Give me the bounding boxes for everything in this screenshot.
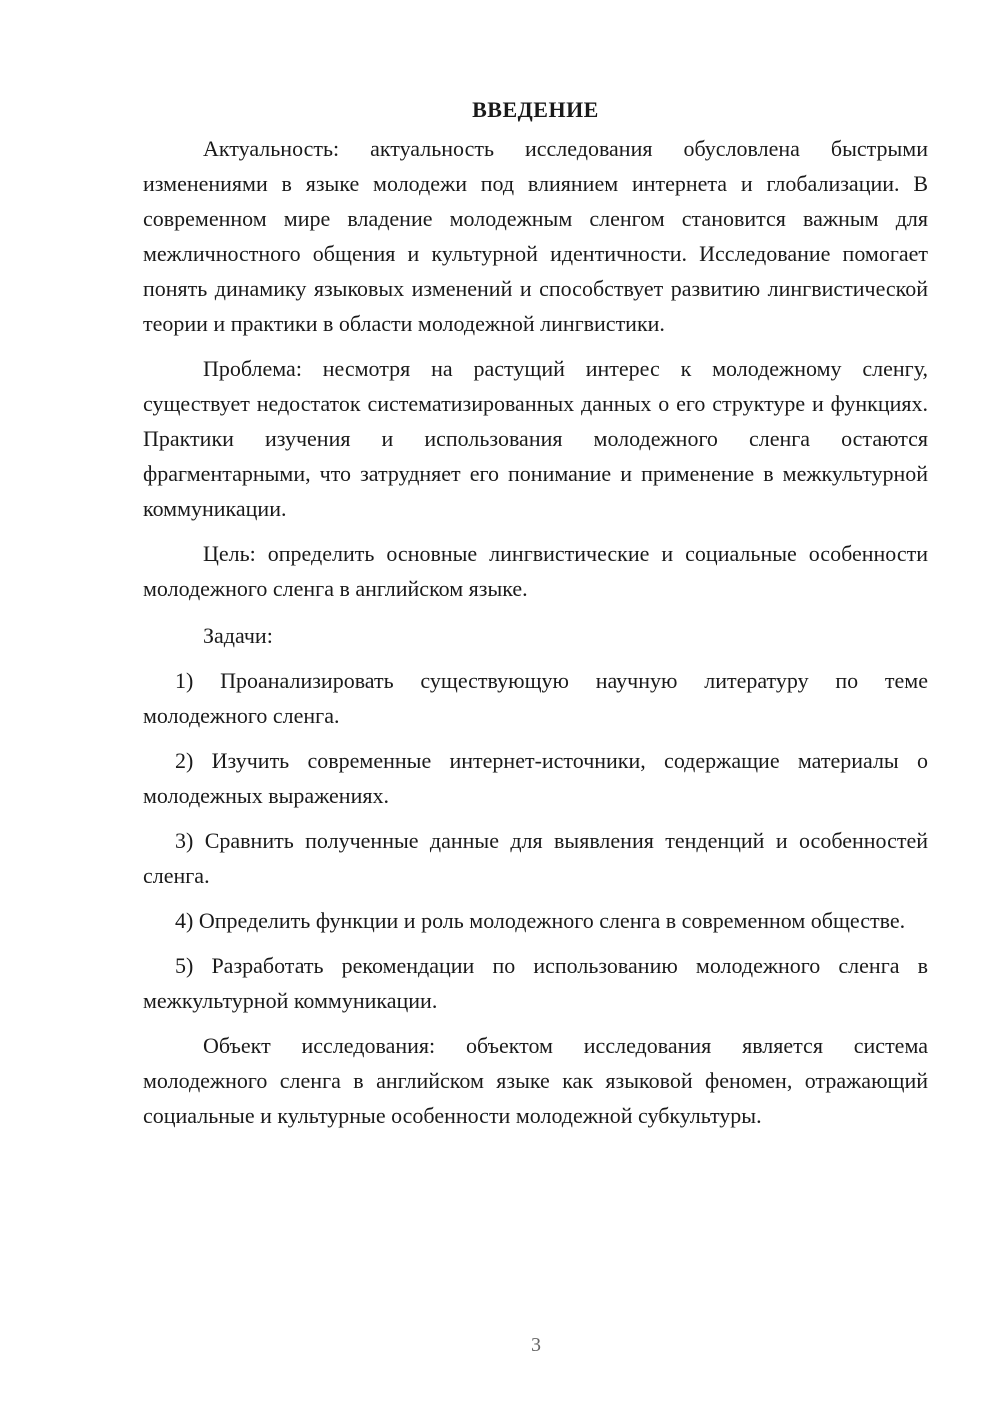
section-title: ВВЕДЕНИЕ	[472, 97, 599, 122]
paragraph-object: Объект исследования: объектом исследования является система молодежного сленга в английском языке как языковой феномен, отражающий социальные и культурные особенности молодежной субкультуры.	[143, 1033, 928, 1128]
tasks-list	[143, 663, 928, 1018]
page-number: 3	[531, 1334, 541, 1356]
list-item: 4) Определить функции и роль молодежного сленга в современном обществе.	[175, 908, 906, 933]
list-item: 2) Изучить современные интернет-источники, содержащие материалы о молодежных выражениях.	[143, 748, 928, 808]
list-item: 3) Сравнить полученные данные для выявления тенденций и особенностей сленга.	[143, 828, 928, 888]
tasks-heading: Задачи:	[203, 623, 273, 648]
paragraph-relevance: Актуальность: актуальность исследования обусловлена быстрыми изменениями в языке молодежи под влиянием интернета и глобализации. В современном мире владение молодежным сленгом становится важным для межличностного общения и культурной идентичности. Исследование помогает понять динамику языковых изменений и способствует развитию лингвистической теории и практики в области молодежной лингвистики.	[143, 136, 928, 336]
paragraph-problem: Проблема: несмотря на растущий интерес к молодежному сленгу, существует недостаток систематизированных данных о его структуре и функциях. Практики изучения и использования молодежного сленга остаются фрагментарными, что затрудняет его понимание и применение в межкультурной коммуникации.	[143, 356, 928, 521]
document-page	[143, 92, 928, 1133]
list-item: 1) Проанализировать существующую научную литературу по теме молодежного сленга.	[143, 668, 928, 728]
list-item: 5) Разработать рекомендации по использованию молодежного сленга в межкультурной коммуникации.	[143, 953, 928, 1013]
paragraph-goal: Цель: определить основные лингвистические и социальные особенности молодежного сленга в английском языке.	[143, 541, 928, 601]
